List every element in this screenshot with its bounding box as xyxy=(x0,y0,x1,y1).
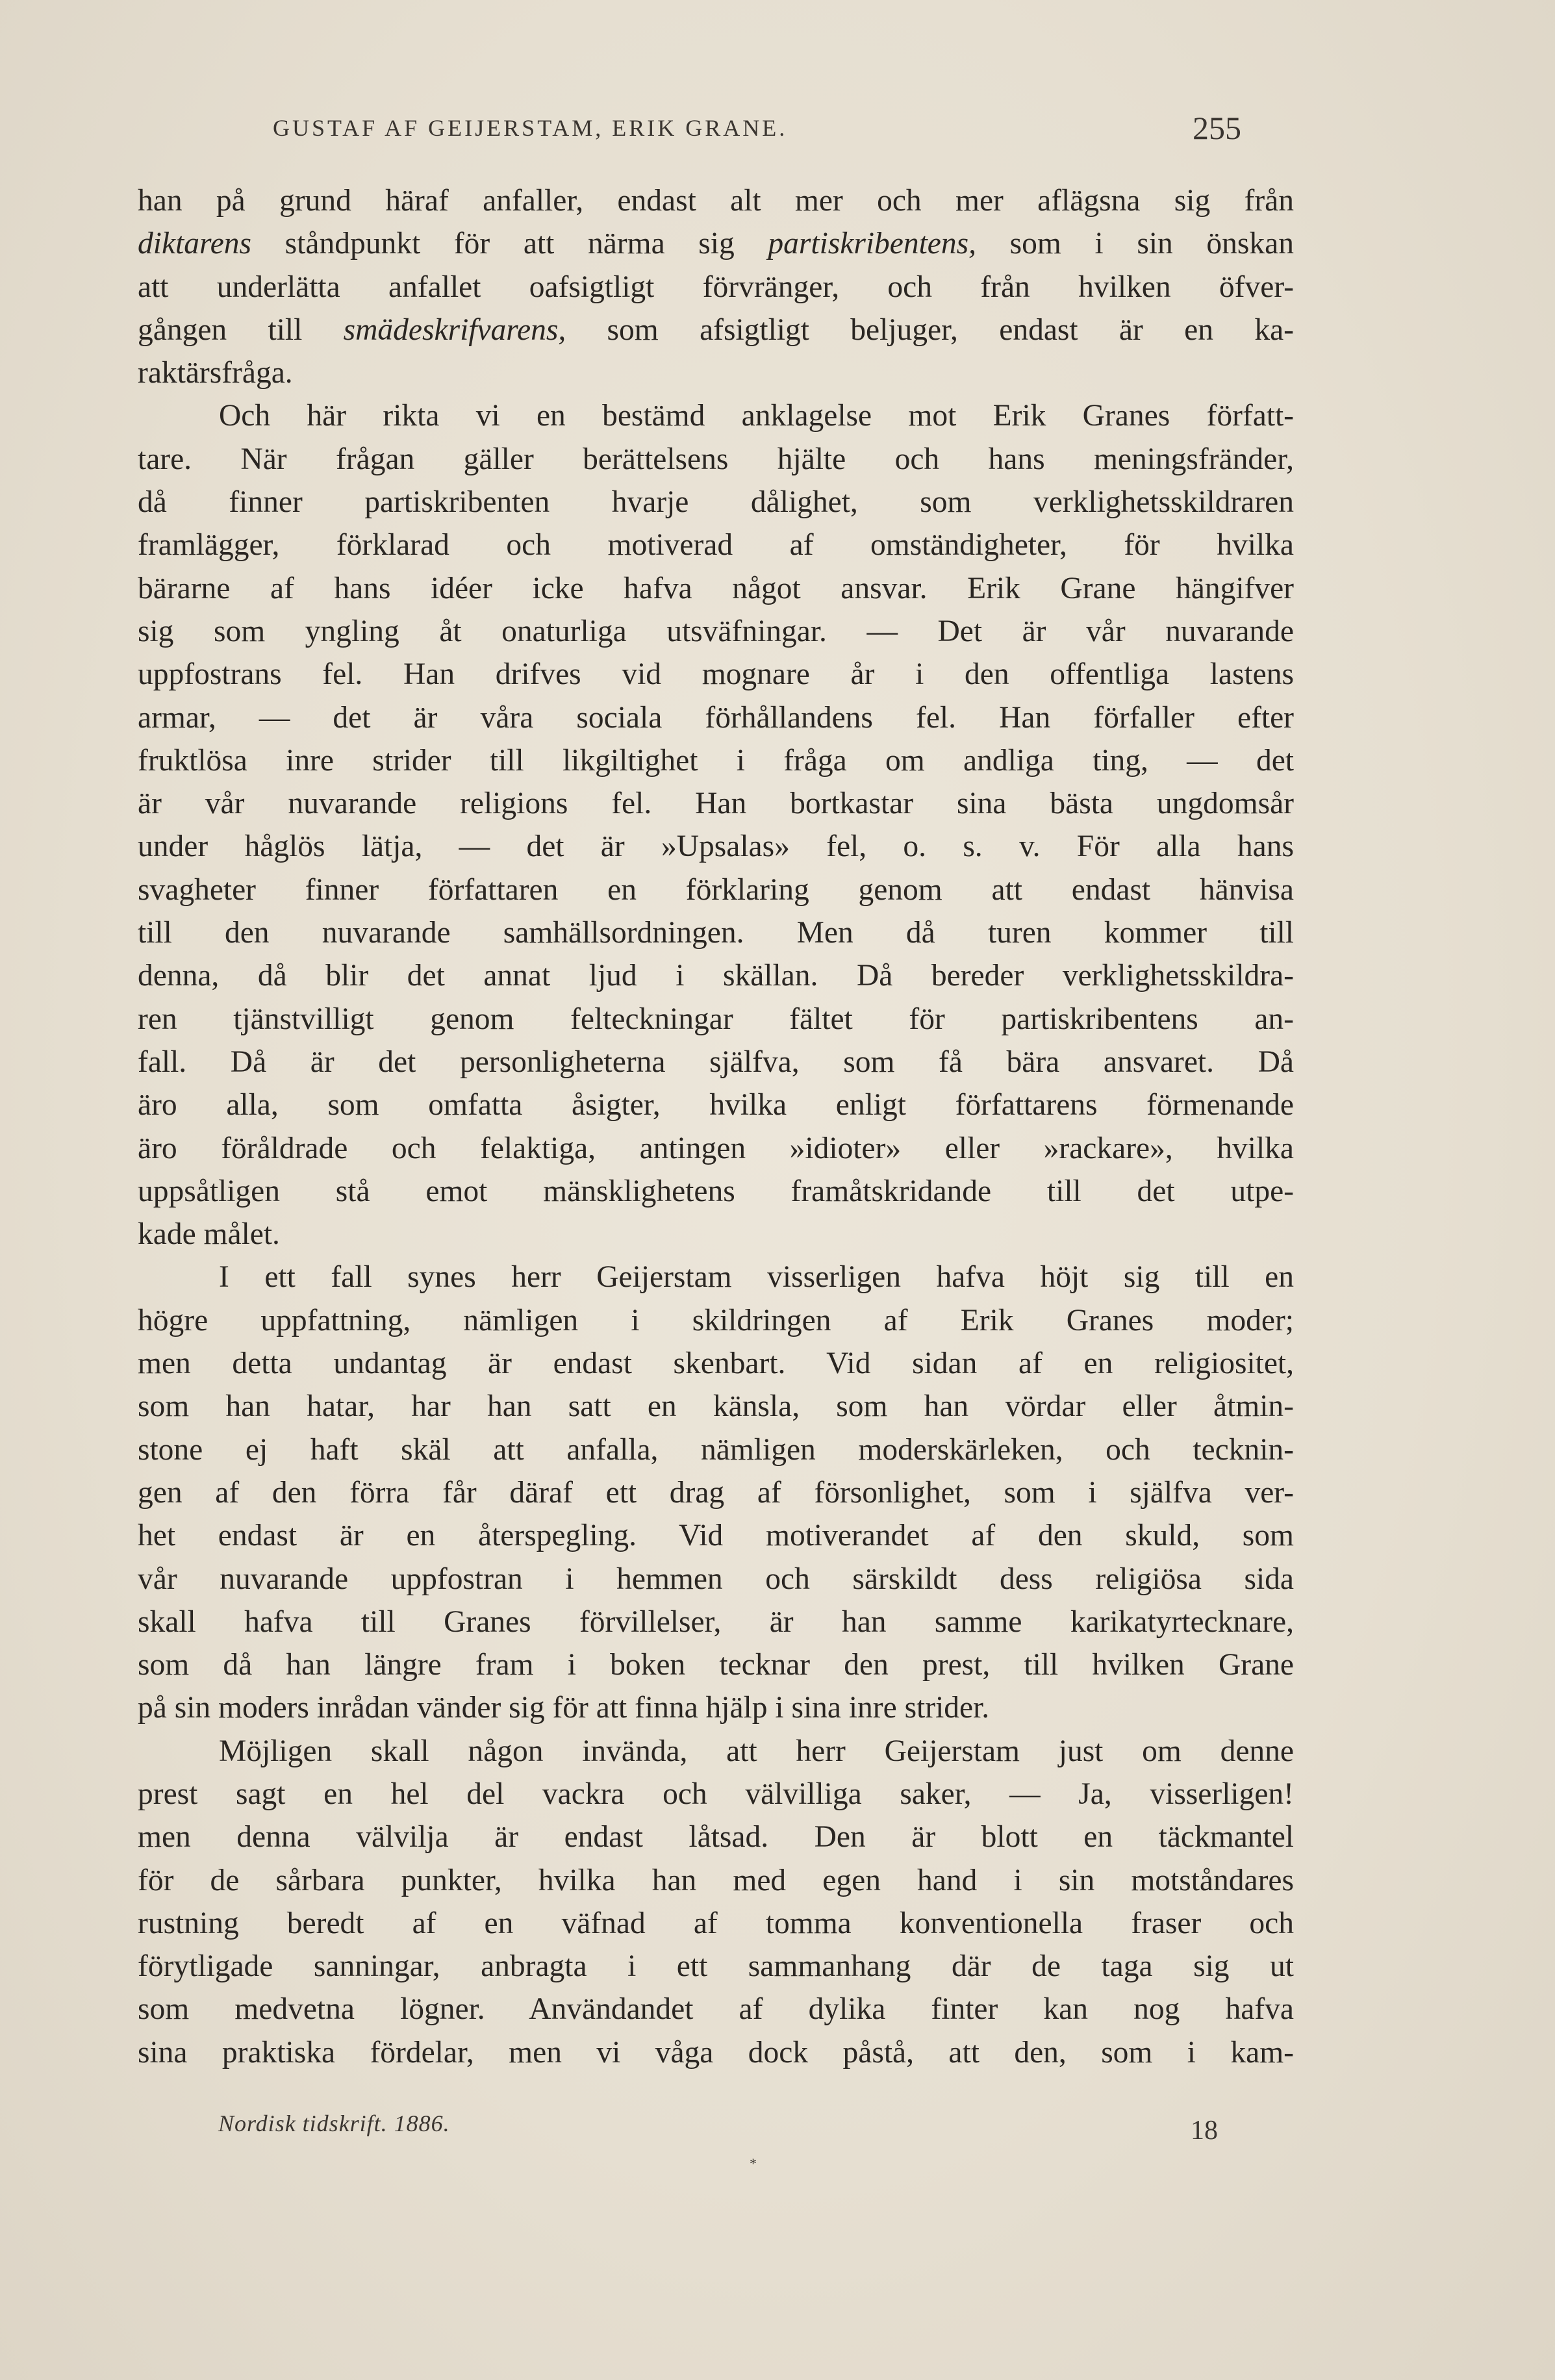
text-line: I ett fall synes herr Geijerstam visserligen hafva höjt sig till en xyxy=(219,1260,1294,1295)
text-line: på sin moders inrådan vänder sig för att finna hjälp i sina inre strider. xyxy=(138,1691,990,1725)
text-line: men denna välvilja är endast låtsad. Den är blott en täckmantel xyxy=(138,1820,1294,1855)
text-line: som då han längre fram i boken tecknar den prest, till hvilken Grane xyxy=(138,1648,1294,1682)
text-line: han på grund häraf anfaller, endast alt mer och mer aflägsna sig från xyxy=(138,184,1294,218)
text-line: vår nuvarande uppfostran i hemmen och särskildt dess religiösa sida xyxy=(138,1562,1294,1596)
text-line: svagheter finner författaren en förklaring genom att endast hänvisa xyxy=(138,872,1294,907)
signature-mark: 18 xyxy=(1191,2116,1218,2146)
italic-term: diktarens xyxy=(138,227,252,261)
italic-term: partiskribentens, xyxy=(768,227,976,261)
page-number: 255 xyxy=(1193,110,1241,146)
text-line: raktärsfråga. xyxy=(138,356,293,390)
text-line: att underlätta anfallet oafsigtligt förvränger, och från hvilken öfver- xyxy=(138,270,1294,304)
printer-mark: * xyxy=(750,2155,757,2171)
journal-footer: Nordisk tidskrift. 1886. xyxy=(218,2110,450,2136)
text-line: då finner partiskribenten hvarje dålighet, som verklighetsskildraren xyxy=(138,485,1294,520)
text-line: het endast är en återspegling. Vid motiverandet af den skuld, som xyxy=(138,1519,1294,1553)
italic-term: smädeskrifvarens, xyxy=(343,312,566,347)
text-line: uppfostrans fel. Han drifves vid mognare år i den offentliga lastens xyxy=(138,657,1294,692)
text-line: Och här rikta vi en bestämd anklagelse mot Erik Granes författ- xyxy=(219,399,1294,433)
text-line: till den nuvarande samhällsordningen. Men då turen kommer till xyxy=(138,916,1294,950)
text-line: som han hatar, har han satt en känsla, som han vördar eller åtmin- xyxy=(138,1389,1294,1424)
text-line: stone ej haft skäl att anfalla, nämligen moderskärleken, och tecknin- xyxy=(138,1432,1294,1467)
text-line: är vår nuvarande religions fel. Han bortkastar sina bästa ungdomsår xyxy=(138,787,1294,821)
text-line: ren tjänstvilligt genom felteckningar fältet för partiskribentens an- xyxy=(138,1002,1294,1036)
text-line: kade målet. xyxy=(138,1217,280,1252)
text-line: som medvetna lögner. Användandet af dylika finter kan nog hafva xyxy=(138,1992,1294,2027)
text-line: denna, då blir det annat ljud i skällan. Då bereder verklighetsskildra- xyxy=(138,959,1294,993)
text-line: diktarens ståndpunkt för att närma sig partiskribentens, som i sin önskan xyxy=(138,227,1294,261)
text-line: men detta undantag är endast skenbart. Vid sidan af en religiositet, xyxy=(138,1347,1294,1381)
text-line: prest sagt en hel del vackra och välvilliga saker, — Ja, visserligen! xyxy=(138,1777,1294,1811)
text-line: fruktlösa inre strider till likgiltighet i fråga om andliga ting, — det xyxy=(138,743,1294,778)
text-line: sina praktiska fördelar, men vi våga dock påstå, att den, som i kam- xyxy=(138,2035,1294,2070)
text-line: tare. När frågan gäller berättelsens hjälte och hans meningsfränder, xyxy=(138,442,1294,476)
text-line: uppsåtligen stå emot mänsklighetens framåtskridande till det utpe- xyxy=(138,1174,1294,1208)
text-line: för de sårbara punkter, hvilka han med egen hand i sin motståndares xyxy=(138,1863,1294,1897)
text-line: framlägger, förklarad och motiverad af omständigheter, för hvilka xyxy=(138,528,1294,563)
text-line: Möjligen skall någon invända, att herr Geijerstam just om denne xyxy=(219,1734,1294,1768)
text-line: rustning beredt af en väfnad af tomma konventionella fraser och xyxy=(138,1906,1294,1940)
text-line: fall. Då är det personligheterna själfva, som få bära ansvaret. Då xyxy=(138,1044,1294,1079)
text-line: under håglös lätja, — det är »Upsalas» fel, o. s. v. För alla hans xyxy=(138,829,1294,864)
text-line: högre uppfattning, nämligen i skildringen af Erik Granes moder; xyxy=(138,1303,1294,1337)
text-line: bärarne af hans idéer icke hafva något ansvar. Erik Grane hängifver xyxy=(138,571,1294,605)
text-line: armar, — det är våra sociala förhållandens fel. Han förfaller efter xyxy=(138,700,1294,735)
text-line: sig som yngling åt onaturliga utsväfningar. — Det är vår nuvarande xyxy=(138,614,1294,648)
text-line: äro föråldrade och felaktiga, antingen »idioter» eller »rackare», hvilka xyxy=(138,1131,1294,1165)
text-line: skall hafva till Granes förvillelser, är han samme karikatyrtecknare, xyxy=(138,1604,1294,1639)
text-line: gen af den förra får däraf ett drag af försonlighet, som i själfva ver- xyxy=(138,1475,1294,1510)
text-line: förytligade sanningar, anbragta i ett sammanhang där de taga sig ut xyxy=(138,1949,1294,1984)
running-head: GUSTAF AF GEIJERSTAM, ERIK GRANE. xyxy=(273,115,788,141)
text-line: gången till smädeskrifvarens, som afsigtligt beljuger, endast är en ka- xyxy=(138,312,1294,347)
body-text xyxy=(138,179,1294,2074)
text-line: äro alla, som omfatta åsigter, hvilka enligt författarens förmenande xyxy=(138,1088,1294,1122)
